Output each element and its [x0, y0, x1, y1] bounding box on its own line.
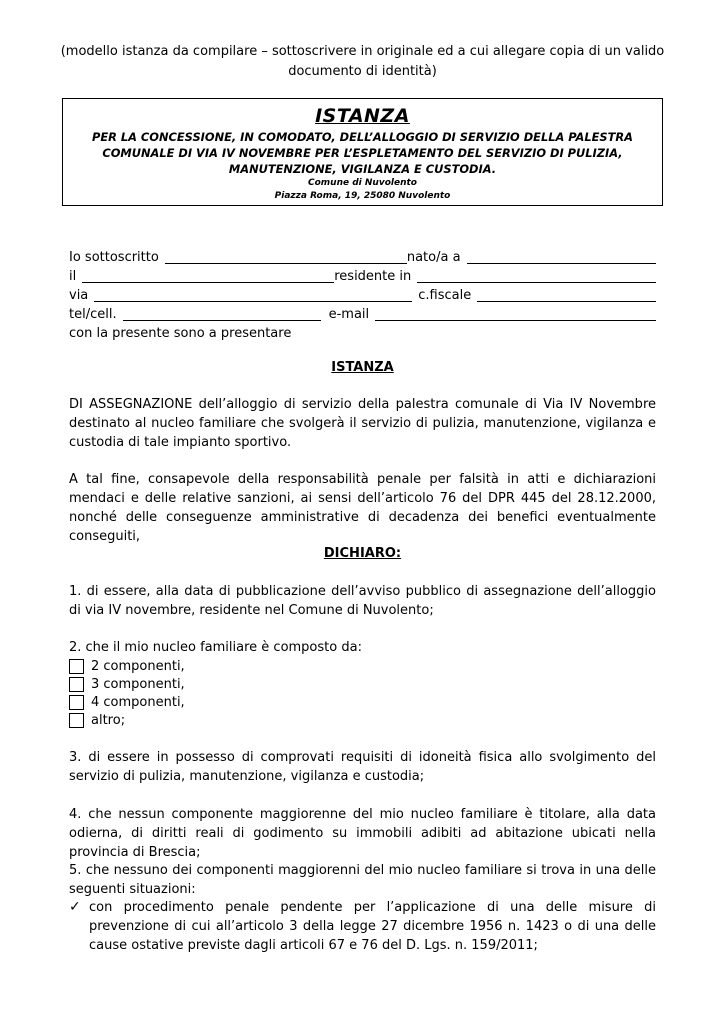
- checkbox-icon[interactable]: [69, 713, 84, 728]
- declaration-2-intro: 2. che il mio nucleo familiare è composto da:: [69, 640, 362, 655]
- checkbox-icon[interactable]: [69, 695, 84, 710]
- municipality-name: Comune di Nuvolento: [308, 178, 417, 188]
- assegnazione-paragraph: [69, 395, 656, 452]
- header-note: (modello istanza da compilare – sottoscrivere in originale ed a cui allegare copia di un valido documento di identità): [60, 44, 665, 79]
- form-line-name: [69, 248, 656, 267]
- birthplace-field[interactable]: [467, 248, 656, 264]
- declaration-4: 4. che nessun componente maggiorenne del mio nucleo familiare è titolare, alla data odierna, di diritti reali di godimento su immobili adibiti ad abitazione ubicati nella provincia di Brescia;: [69, 807, 656, 860]
- household-option-4[interactable]: [69, 693, 185, 712]
- nato-label: nato/a a: [406, 250, 461, 265]
- checkbox-icon[interactable]: [69, 677, 84, 692]
- tax-code-field[interactable]: [477, 286, 656, 302]
- household-option-label: 2 componenti,: [91, 659, 185, 674]
- title-box: [62, 98, 663, 206]
- tel-label: tel/cell.: [69, 307, 117, 322]
- birthdate-field[interactable]: [82, 267, 334, 283]
- assegnazione-text: dell’alloggio di servizio della palestra comunale di Via IV Novembre destinato al nucleo familiare che svolgerà il servizio di pulizia, manutenzione, vigilanza e custodia di tale impianto sportivo.: [69, 397, 656, 450]
- household-option-label: altro;: [91, 713, 126, 728]
- via-label: via: [69, 288, 89, 303]
- household-option-2[interactable]: [69, 657, 185, 676]
- presenting-text: con la presente sono a presentare: [69, 326, 292, 341]
- residence-field[interactable]: [417, 267, 656, 283]
- declaration-5-intro: 5. che nessuno dei componenti maggiorenni del mio nucleo familiare si trova in una delle seguenti situazioni:: [69, 863, 656, 897]
- email-label: e-mail: [328, 307, 370, 322]
- document-subtitle: PER LA CONCESSIONE, IN COMODATO, DELL’ALLOGGIO DI SERVIZIO DELLA PALESTRA COMUNALE DI VIA IV NOVEMBRE PER L’ESPLETAMENTO DEL SERVIZIO DI PULIZIA, MANUTENZIONE, VIGILANZA E CUSTODIA.: [92, 130, 633, 176]
- form-line-contacts: [69, 305, 656, 324]
- declaration-5-bullet-text: con procedimento penale pendente per l’applicazione di una delle misure di prevenzione di cui all’articolo 3 della legge 27 dicembre 1956 n. 1423 o di una delle cause ostative previste dagli articoli 67 e 76 del D. Lgs. n. 159/2011;: [89, 900, 656, 953]
- household-option-label: 3 componenti,: [91, 677, 185, 692]
- check-mark-icon: ✓: [69, 899, 81, 915]
- household-option-label: 4 componenti,: [91, 695, 185, 710]
- il-label: il: [69, 269, 77, 284]
- form-line-birthdate: [69, 267, 656, 286]
- presenting-line: [69, 324, 656, 343]
- household-option-other[interactable]: [69, 711, 125, 730]
- document-title: ISTANZA: [315, 105, 410, 127]
- municipality-address: Piazza Roma, 19, 25080 Nuvolento: [274, 191, 451, 201]
- checkbox-icon[interactable]: [69, 659, 84, 674]
- declaration-1: 1. di essere, alla data di pubblicazione dell’avviso pubblico di assegnazione dell’alloggio di via IV novembre, residente nel Comune di Nuvolento;: [69, 584, 656, 618]
- residente-label: residente in: [334, 269, 412, 284]
- consapevole-paragraph: A tal fine, consapevole della responsabilità penale per falsità in atti e dichiarazioni mendaci e delle relative sanzioni, ai sensi dell’articolo 76 del DPR 445 del 28.12.2000, nonché delle conseguenze amministrative di decadenza dei benefici eventualmente conseguiti,: [69, 472, 656, 544]
- cfiscale-label: c.fiscale: [418, 288, 472, 303]
- declaration-5-bullet: [69, 898, 656, 955]
- phone-field[interactable]: [123, 305, 321, 321]
- dichiaro-heading: DICHIARO:: [323, 546, 402, 561]
- form-line-address: [69, 286, 656, 305]
- assegnazione-lead: DI ASSEGNAZIONE: [69, 397, 193, 412]
- istanza-heading: ISTANZA: [331, 360, 394, 375]
- household-option-3[interactable]: [69, 675, 185, 694]
- street-field[interactable]: [94, 286, 412, 302]
- declaration-3: 3. di essere in possesso di comprovati requisiti di idoneità fisica allo svolgimento del servizio di pulizia, manutenzione, vigilanza e custodia;: [69, 750, 656, 784]
- sottoscritto-label: Io sottoscritto: [69, 250, 159, 265]
- name-field[interactable]: [165, 248, 407, 264]
- email-field[interactable]: [375, 305, 656, 321]
